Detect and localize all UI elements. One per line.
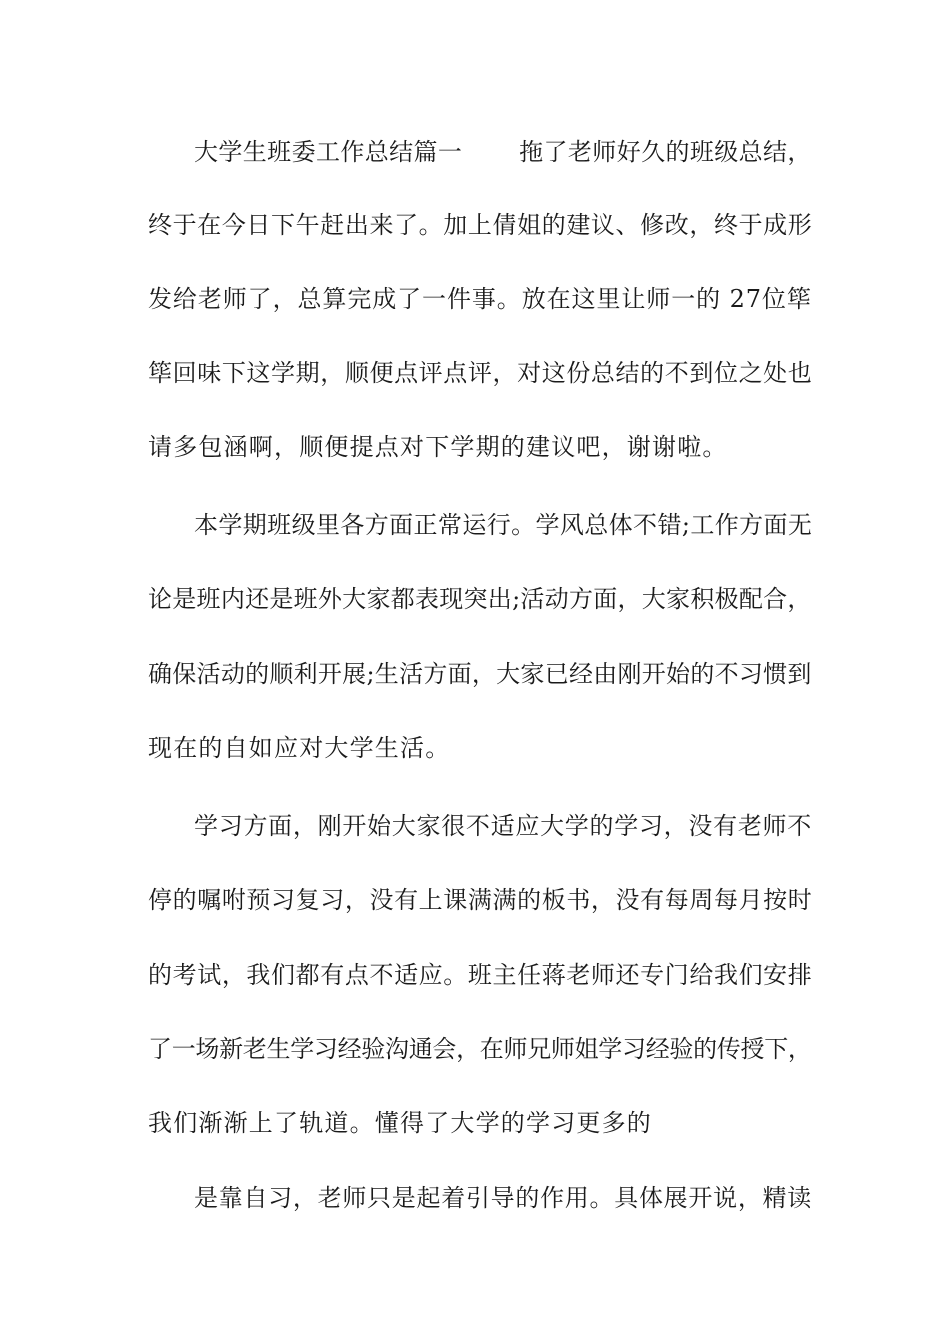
text-line: 大学生班委工作总结篇一 拖了老师好久的班级总结， <box>194 138 812 166</box>
text-line: 的考试，我们都有点不适应。班主任蒋老师还专门给我们安排 <box>148 961 813 989</box>
text-line: 本学期班级里各方面正常运行。学风总体不错;工作方面无 <box>194 511 813 539</box>
text-line: 停的嘱咐预习复习，没有上课满满的板书，没有每周每月按时 <box>148 886 813 914</box>
text-line: 确保活动的顺利开展;生活方面，大家已经由刚开始的不习惯到 <box>148 660 812 688</box>
text-line: 是靠自习，老师只是起着引导的作用。具体展开说，精读 <box>194 1184 812 1212</box>
text-line: 筚回味下这学期，顺便点评点评，对这份总结的不到位之处也 <box>148 359 813 387</box>
text-line: 请多包涵啊，顺便提点对下学期的建议吧，谢谢啦。 <box>148 433 728 461</box>
text-line: 论是班内还是班外大家都表现突出;活动方面，大家积极配合， <box>148 585 812 613</box>
text-line: 学习方面，刚开始大家很不适应大学的学习，没有老师不 <box>194 812 812 840</box>
text-line: 了一场新老生学习经验沟通会，在师兄师姐学习经验的传授下， <box>148 1035 812 1063</box>
text-line: 终于在今日下午赶出来了。加上倩姐的建议、修改，终于成形 <box>148 211 813 239</box>
text-line: 现在的自如应对大学生活。 <box>148 734 451 762</box>
text-line: 发给老师了，总算完成了一件事。放在这里让师一的 27位筚 <box>148 285 812 313</box>
text-line: 我们渐渐上了轨道。懂得了大学的学习更多的 <box>148 1109 652 1137</box>
